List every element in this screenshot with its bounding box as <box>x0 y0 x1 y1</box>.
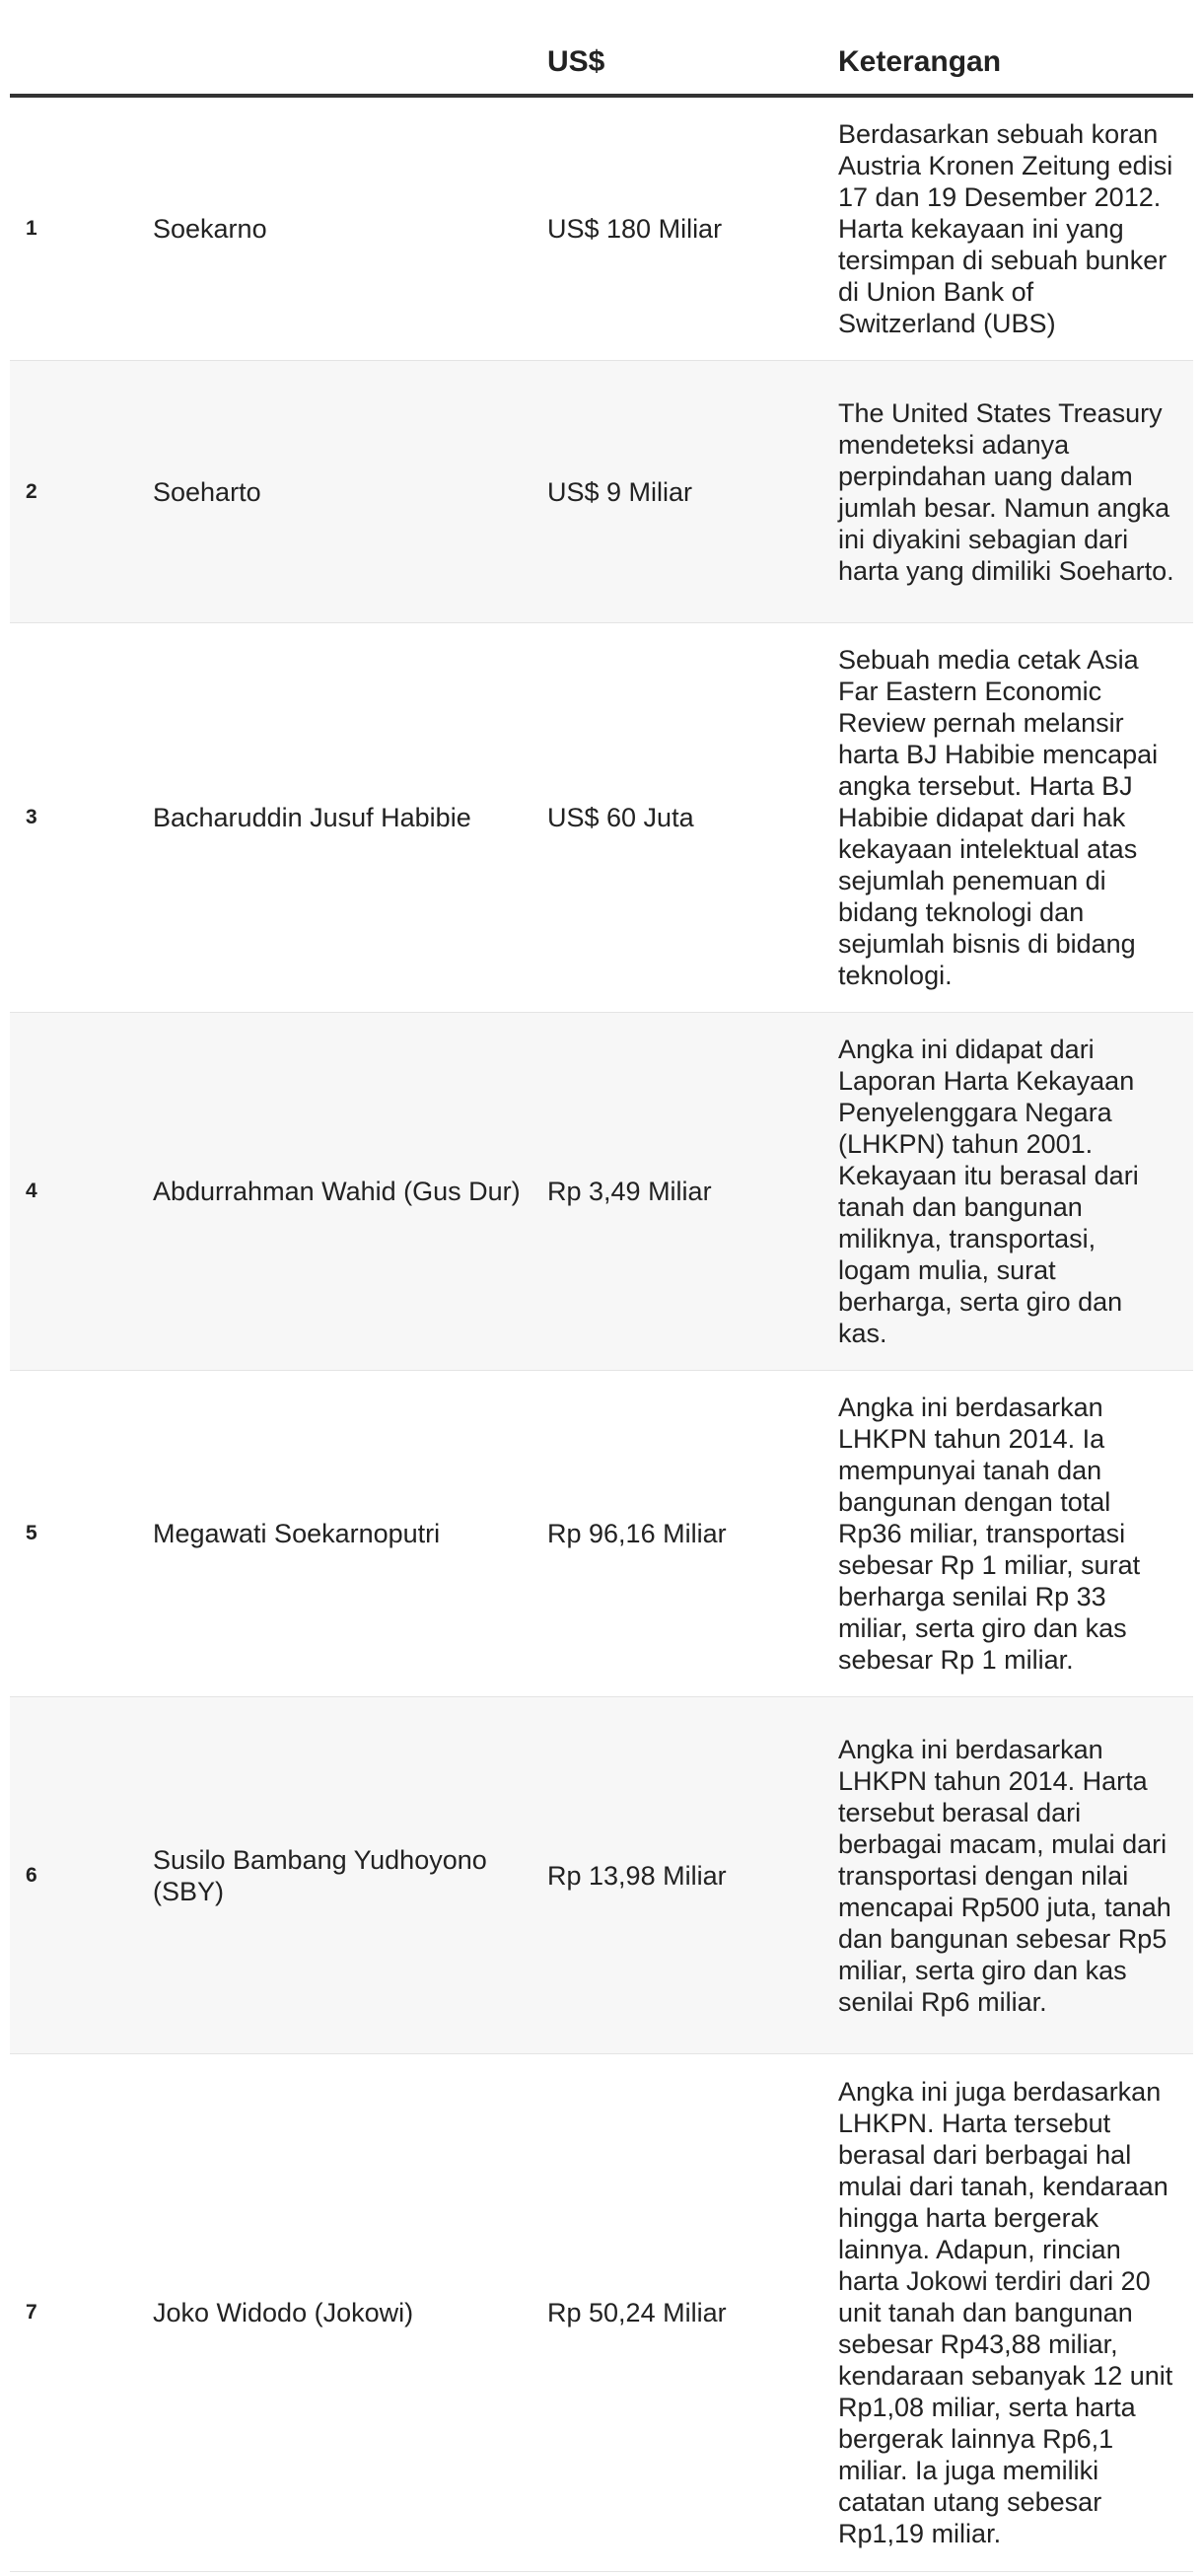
header-row <box>10 0 1193 96</box>
presidents-wealth-table <box>10 0 1193 2572</box>
row-value: Rp 3,49 Miliar <box>547 1177 712 1206</box>
table-container <box>10 0 1193 2572</box>
row-value: Rp 50,24 Miliar <box>547 2298 727 2327</box>
row-value: US$ 9 Miliar <box>547 476 693 507</box>
table-row <box>10 1697 1193 2054</box>
row-name: Susilo Bambang Yudhoyono (SBY) <box>153 1844 487 1906</box>
row-number: 2 <box>26 479 37 503</box>
header-value: US$ <box>547 0 838 96</box>
row-name: Soekarno <box>153 214 267 244</box>
row-note: Angka ini didapat dari Laporan Harta Kekayaan Penyelenggara Negara (LHKPN) tahun 2001. Kekayaan itu berasal dari tanah dan bangunan miliknya, transportasi, logam mulia, surat berharga, serta giro dan kas. <box>838 1035 1139 1348</box>
row-number: 5 <box>26 1522 37 1544</box>
row-name: Soeharto <box>153 476 261 507</box>
header-note: Keterangan <box>838 0 1193 96</box>
table-row <box>10 623 1193 1013</box>
row-name: Joko Widodo (Jokowi) <box>153 2298 414 2327</box>
header-name <box>153 0 547 96</box>
table-header <box>10 0 1193 96</box>
row-number: 4 <box>26 1180 37 1202</box>
row-note: Angka ini juga berdasarkan LHKPN. Harta tersebut berasal dari berbagai hal mulai dari tanah, kendaraan hingga harta bergerak lainnya. Adapun, rincian harta Jokowi terdiri dari 20 unit tanah dan bangunan sebesar Rp43,88 miliar, kendaraan sebanyak 12 unit Rp1,08 miliar, serta harta bergerak lainnya Rp6,1 miliar. Ia juga memiliki catatan utang sebesar Rp1,19 miliar. <box>838 2077 1173 2548</box>
row-number: 1 <box>26 217 37 240</box>
row-name: Abdurrahman Wahid (Gus Dur) <box>153 1177 521 1206</box>
row-note: Angka ini berdasarkan LHKPN tahun 2014. Harta tersebut berasal dari berbagai macam, mulai dari transportasi dengan nilai mencapai Rp500 juta, tanah dan bangunan sebesar Rp5 miliar, serta giro dan kas senilai Rp6 miliar. <box>838 1734 1171 2017</box>
row-note: Angka ini berdasarkan LHKPN tahun 2014. Ia mempunyai tanah dan bangunan dengan total Rp36 miliar, transportasi sebesar Rp 1 miliar, surat berharga senilai Rp 33 miliar, serta giro dan kas sebesar Rp 1 miliar. <box>838 1393 1141 1675</box>
row-number: 3 <box>26 806 37 828</box>
row-note: Berdasarkan sebuah koran Austria Kronen Zeitung edisi 17 dan 19 Desember 2012. Harta kekayaan ini yang tersimpan di sebuah bunker di Union Bank of Switzerland (UBS) <box>838 119 1173 338</box>
row-name: Megawati Soekarnoputri <box>153 1519 441 1548</box>
row-note: Sebuah media cetak Asia Far Eastern Economic Review pernah melansir harta BJ Habibie mencapai angka tersebut. Harta BJ Habibie didapat dari hak kekayaan intelektual atas sejumlah penemuan di bidang teknologi dan sejumlah bisnis di bidang teknologi. <box>838 645 1159 990</box>
table-row <box>10 1371 1193 1697</box>
row-value: Rp 96,16 Miliar <box>547 1519 727 1548</box>
row-name: Bacharuddin Jusuf Habibie <box>153 803 471 832</box>
table-row <box>10 361 1193 623</box>
row-note: The United States Treasury mendeteksi adanya perpindahan uang dalam jumlah besar. Namun angka ini diyakini sebagian dari harta yang dimiliki Soeharto. <box>838 397 1174 586</box>
table-row <box>10 96 1193 361</box>
header-number <box>10 0 153 96</box>
row-value: Rp 13,98 Miliar <box>547 1860 727 1891</box>
table-body <box>10 96 1193 2572</box>
row-value: US$ 60 Juta <box>547 803 694 832</box>
row-number: 6 <box>26 1863 37 1887</box>
row-value: US$ 180 Miliar <box>547 214 723 244</box>
table-row <box>10 2054 1193 2572</box>
table-row <box>10 1013 1193 1371</box>
row-number: 7 <box>26 2301 37 2324</box>
